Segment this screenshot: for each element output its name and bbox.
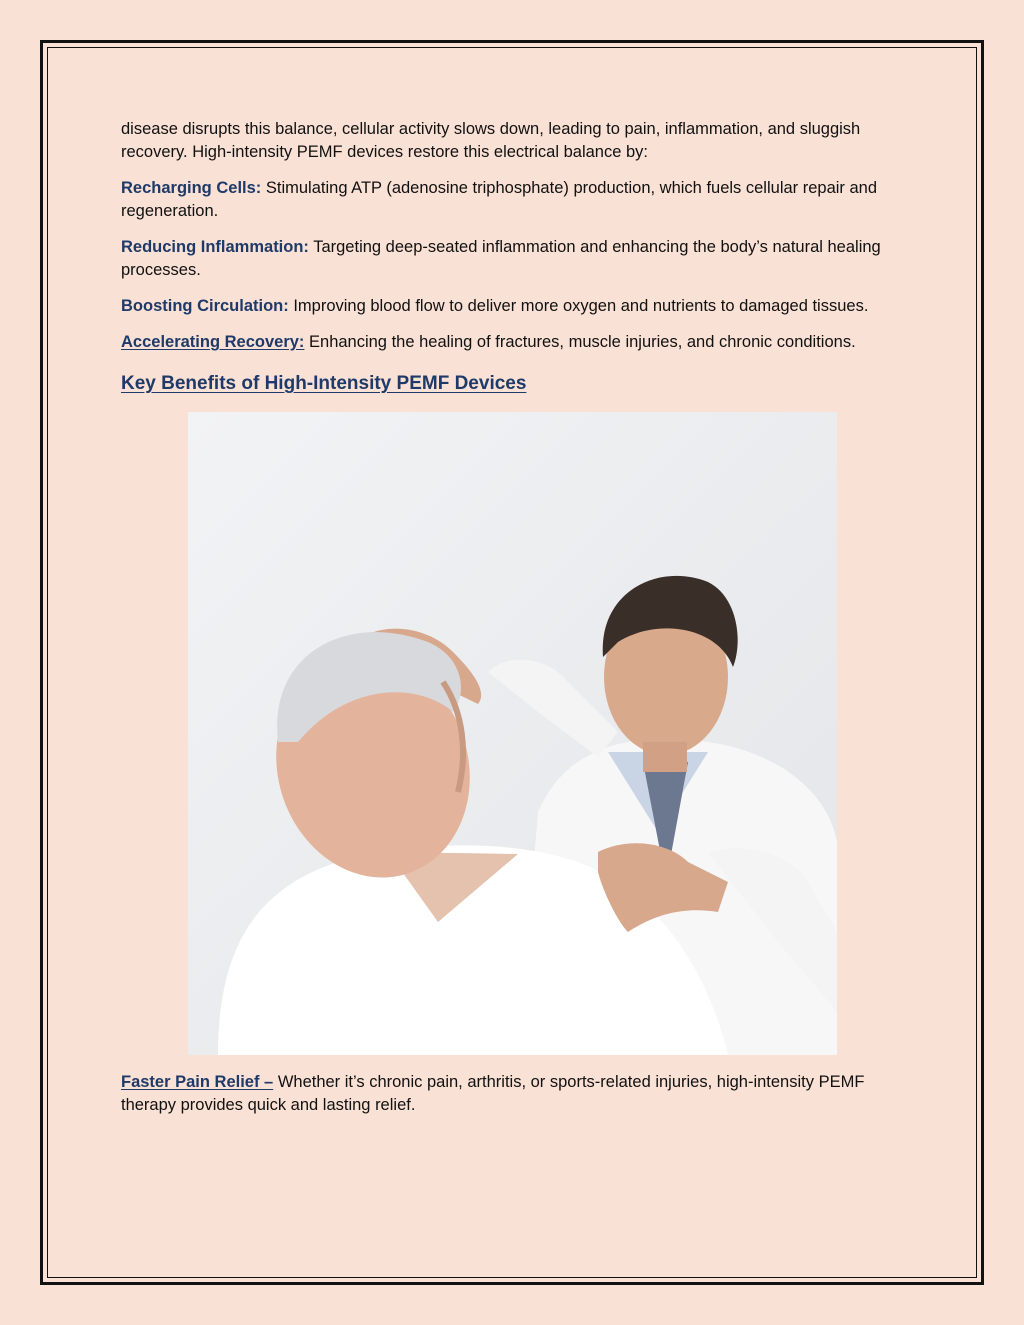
benefit-reducing-inflammation: [121, 236, 903, 282]
intro-paragraph: disease disrupts this balance, cellular activity slows down, leading to pain, inflammation, and sluggish recovery. High-intensity PEMF devices restore this electrical balance by:: [121, 120, 861, 161]
benefit-recharging-cells: [121, 177, 903, 223]
benefit-term: Boosting Circulation:: [121, 297, 289, 315]
doctor-patient-photo: [188, 412, 837, 1055]
pain-relief-text: Whether it’s chronic pain, arthritis, or sports-related injuries, high-intensity PEMF therapy provides quick and lasting relief.: [121, 1073, 865, 1114]
benefit-text: Stimulating ATP (adenosine triphosphate) production, which fuels cellular repair and regeneration.: [121, 179, 878, 220]
benefit-text: Enhancing the healing of fractures, muscle injuries, and chronic conditions.: [304, 333, 856, 351]
pain-relief-paragraph: [121, 1071, 903, 1117]
benefit-text: Targeting deep-seated inflammation and enhancing the body’s natural healing processes.: [121, 238, 881, 279]
pain-relief-term-link[interactable]: Faster Pain Relief –: [121, 1073, 274, 1091]
section-heading-link[interactable]: Key Benefits of High-Intensity PEMF Devices: [121, 373, 527, 394]
benefit-term: Reducing Inflammation:: [121, 238, 309, 256]
photo-illustration: [188, 412, 837, 1055]
benefit-boosting-circulation: [121, 295, 903, 318]
benefit-term-link[interactable]: Accelerating Recovery:: [121, 333, 305, 351]
benefit-accelerating-recovery: [121, 331, 903, 354]
document-body: [121, 118, 903, 1130]
benefit-text: Improving blood flow to deliver more oxygen and nutrients to damaged tissues.: [288, 297, 869, 315]
benefit-term: Recharging Cells:: [121, 179, 262, 197]
